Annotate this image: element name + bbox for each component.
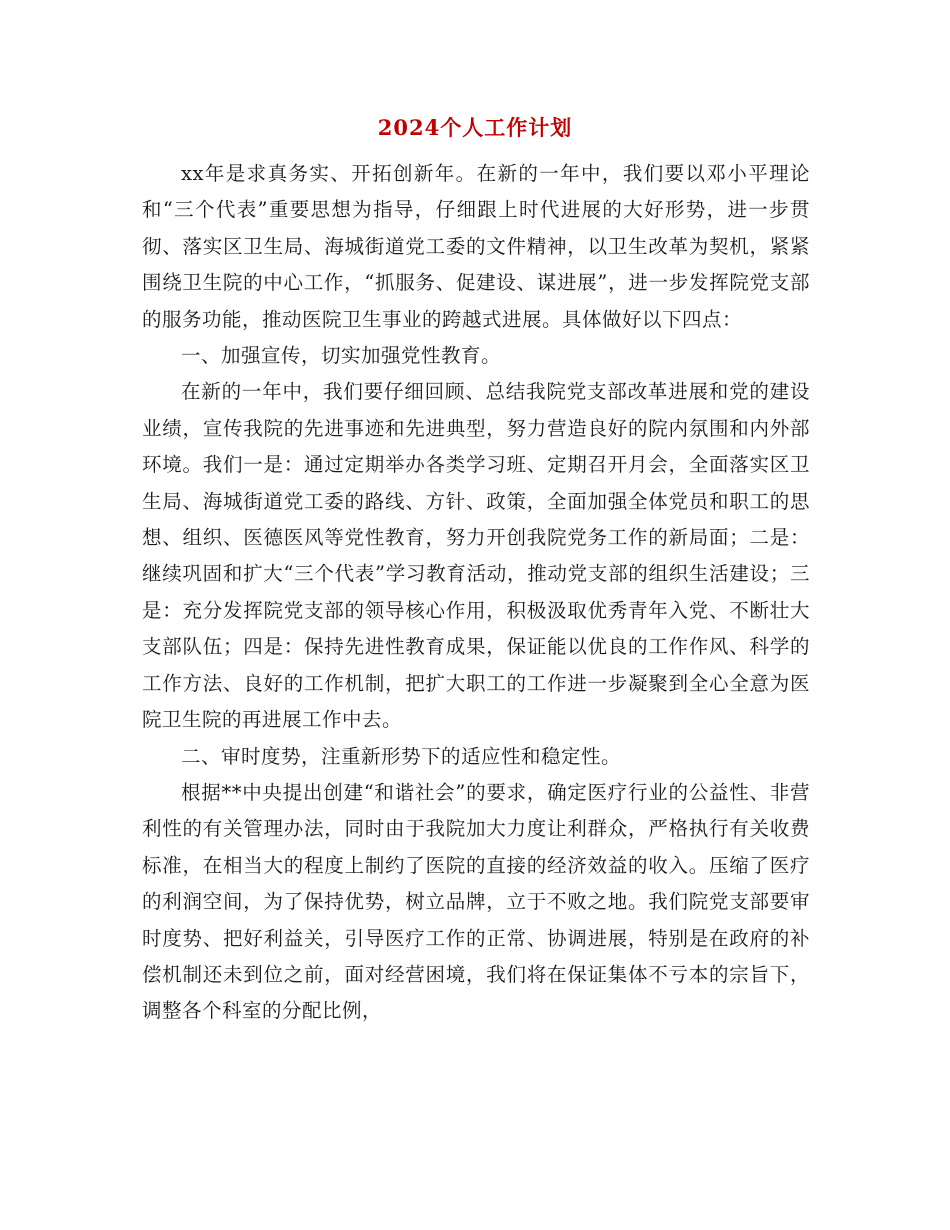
- document-title: 2024个人工作计划: [377, 115, 573, 140]
- document-body: [142, 156, 810, 1030]
- section-heading-1: 一、加强宣传，切实加强党性教育。: [181, 344, 502, 368]
- section-paragraph-2: 根据**中央提出创建“和谐社会”的要求，确定医疗行业的公益性、非营利性的有关管理办法，同时由于我院加大力度让利群众，严格执行有关收费标准，在相当大的程度上制约了医院的直接的经济效益的收入。压缩了医疗的利润空间，为了保持优势，树立品牌，立于不败之地。我们院党支部要审时度势、把好利益关，引导医疗工作的正常、协调进展，特别是在政府的补偿机制还未到位之前，面对经营困境，我们将在保证集体不亏本的宗旨下，调整各个科室的分配比例，: [142, 780, 810, 1023]
- section-heading-2: 二、审时度势，注重新形势下的适应性和稳定性。: [181, 744, 622, 768]
- intro-paragraph: xx年是求真务实、开拓创新年。在新的一年中，我们要以邓小平理论和“三个代表”重要思想为指导，仔细跟上时代进展的大好形势，进一步贯彻、落实区卫生局、海城街道党工委的文件精神，以卫生改革为契机，紧紧围绕卫生院的中心工作，“抓服务、促建设、谋进展”，进一步发挥院党支部的服务功能，推动医院卫生事业的跨越式进展。具体做好以下四点：: [142, 162, 810, 331]
- section-paragraph-1: 在新的一年中，我们要仔细回顾、总结我院党支部改革进展和党的建设业绩，宣传我院的先进事迹和先进典型，努力营造良好的院内氛围和内外部环境。我们一是：通过定期举办各类学习班、定期召开月会，全面落实区卫生局、海城街道党工委的路线、方针、政策，全面加强全体党员和职工的思想、组织、医德医风等党性教育，努力开创我院党务工作的新局面；二是：继续巩固和扩大“三个代表”学习教育活动，推动党支部的组织生活建设；三是：充分发挥院党支部的领导核心作用，积极汲取优秀青年入党、不断壮大支部队伍；四是：保持先进性教育成果，保证能以优良的工作作风、科学的工作方法、良好的工作机制，把扩大职工的工作进一步凝聚到全心全意为医院卫生院的再进展工作中去。: [142, 380, 810, 732]
